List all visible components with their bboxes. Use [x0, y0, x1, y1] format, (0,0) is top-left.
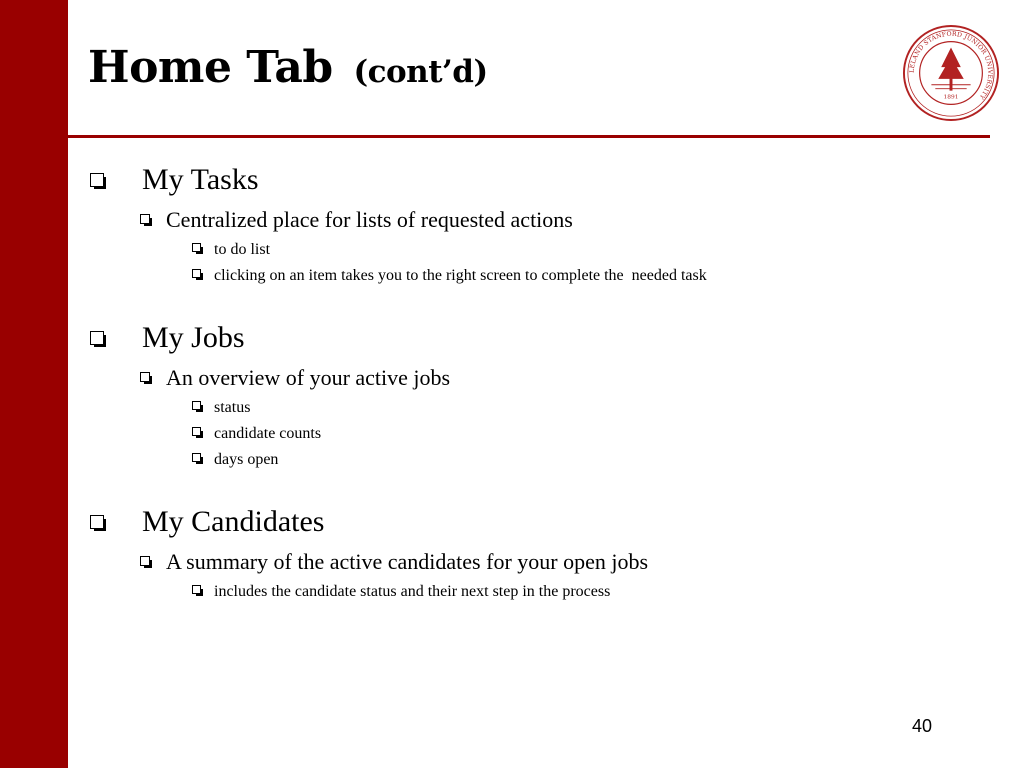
- checkbox-bullet-icon: [192, 401, 201, 410]
- slide-title: [88, 42, 488, 93]
- sub-bullet-point: [192, 241, 990, 267]
- sub-bullet-point: [192, 267, 990, 293]
- bullet-point-text: Centralized place for lists of requested actions: [166, 207, 573, 232]
- bullet-point: [140, 365, 990, 399]
- checkbox-bullet-icon: [192, 427, 201, 436]
- stanford-seal-icon: [902, 24, 1000, 122]
- checkbox-bullet-icon: [140, 556, 150, 566]
- checkbox-bullet-icon: [192, 453, 201, 462]
- bullet-point-text: An overview of your active jobs: [166, 365, 451, 390]
- sub-bullet-text: includes the candidate status and their next step in the process: [214, 583, 611, 600]
- sub-bullet-text: candidate counts: [214, 425, 322, 442]
- section-heading: [90, 163, 990, 207]
- sub-bullet-point: [192, 425, 990, 451]
- sub-bullet-text: status: [214, 399, 251, 416]
- seal-year: 1891: [943, 94, 959, 101]
- title-divider: [68, 135, 990, 138]
- sub-bullet-point: [192, 399, 990, 425]
- checkbox-bullet-icon: [90, 515, 104, 529]
- sub-bullet-text: to do list: [214, 241, 271, 258]
- bullet-point: [140, 207, 990, 241]
- sub-bullet-point: [192, 451, 990, 477]
- left-accent-bar: [0, 0, 68, 768]
- sub-bullet-text: days open: [214, 451, 279, 468]
- section-heading-text: My Candidates: [142, 505, 325, 538]
- section-heading: [90, 505, 990, 549]
- bullet-point-text: A summary of the active candidates for your open jobs: [166, 549, 649, 574]
- section-heading-text: My Jobs: [142, 321, 245, 354]
- seal-ring-text: LELAND STANFORD JUNIOR UNIVERSITY: [908, 30, 994, 101]
- section-heading: [90, 321, 990, 365]
- checkbox-bullet-icon: [192, 243, 201, 252]
- checkbox-bullet-icon: [90, 173, 104, 187]
- bullet-point: [140, 549, 990, 583]
- checkbox-bullet-icon: [192, 269, 201, 278]
- sub-bullet-text: clicking on an item takes you to the right screen to complete the needed task: [214, 267, 707, 284]
- checkbox-bullet-icon: [140, 214, 150, 224]
- page-number: 40: [912, 716, 933, 736]
- checkbox-bullet-icon: [192, 585, 201, 594]
- title-suffix: (cont’d): [353, 54, 488, 90]
- title-main: Home Tab: [88, 42, 333, 93]
- sub-bullet-point: [192, 583, 990, 609]
- section-heading-text: My Tasks: [142, 163, 259, 196]
- slide-body: [90, 163, 990, 609]
- checkbox-bullet-icon: [90, 331, 104, 345]
- checkbox-bullet-icon: [140, 372, 150, 382]
